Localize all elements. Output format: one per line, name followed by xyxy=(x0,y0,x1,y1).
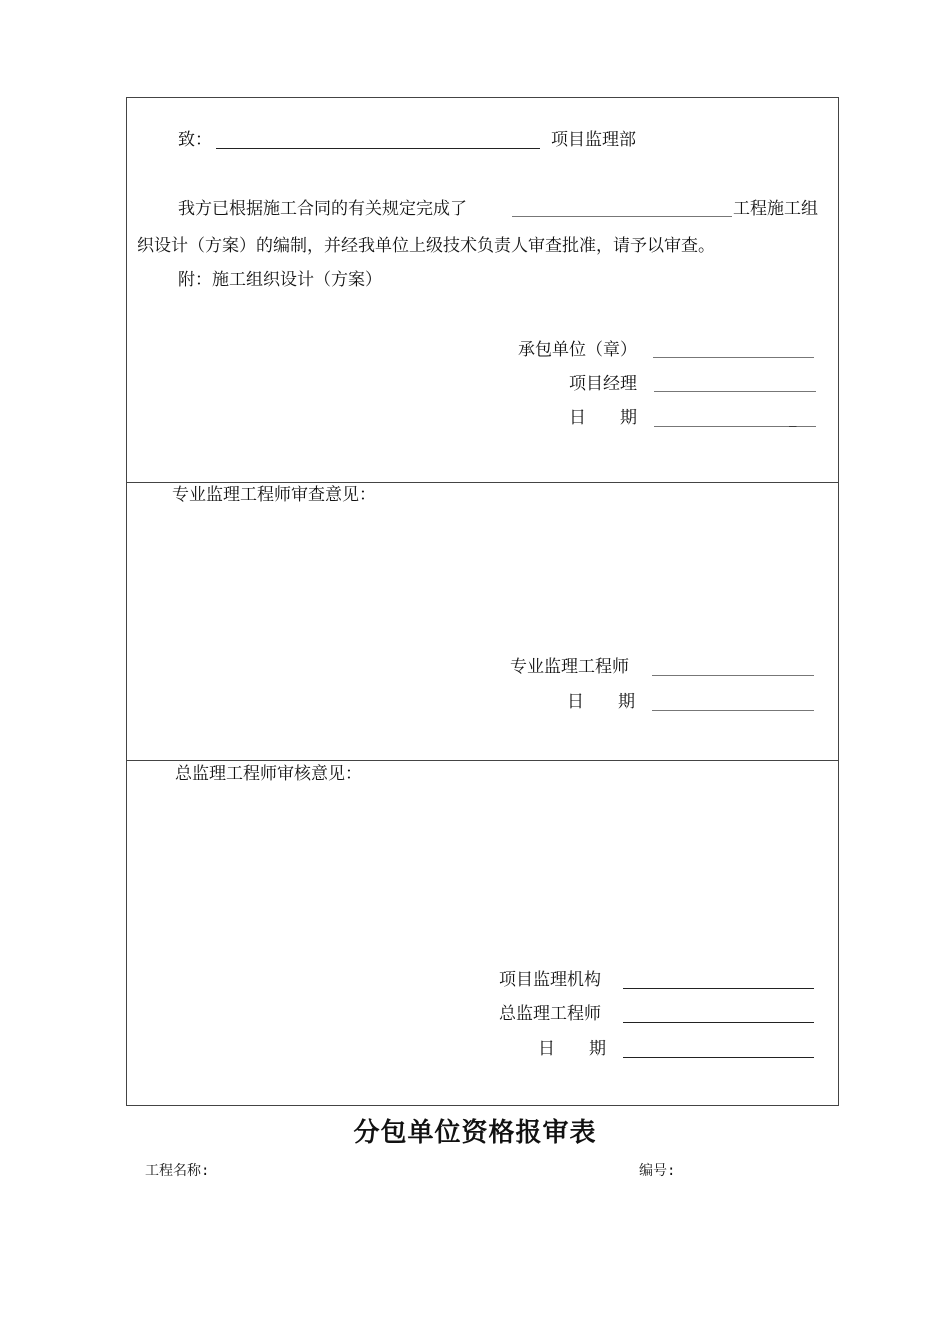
supervision-org-field[interactable] xyxy=(623,988,814,989)
contractor-label: 承包单位（章） xyxy=(518,340,637,360)
to-label: 致： xyxy=(178,130,212,150)
body-line1-suffix: 工程施工组 xyxy=(733,199,818,219)
project-manager-label: 项目经理 xyxy=(569,374,637,394)
date-field-mark: _ xyxy=(789,409,797,427)
chief-date-field[interactable] xyxy=(623,1057,814,1058)
section-divider xyxy=(127,760,838,761)
chief-review-heading: 总监理工程师审核意见： xyxy=(175,764,362,784)
chief-engineer-signature-field[interactable] xyxy=(623,1022,814,1023)
project-name-label: 工程名称: xyxy=(145,1163,210,1179)
form-title: 分包单位资格报审表 xyxy=(353,1118,597,1148)
section-divider xyxy=(127,482,838,483)
body-line1-prefix: 我方已根据施工合同的有关规定完成了 xyxy=(178,199,467,219)
to-recipient-field[interactable] xyxy=(216,148,540,149)
supervision-org-label: 项目监理机构 xyxy=(499,970,601,990)
specialist-engineer-label: 专业监理工程师 xyxy=(510,657,629,677)
date-label: 日 期 xyxy=(569,408,637,428)
specialist-date-field[interactable] xyxy=(652,710,814,711)
attachment-note: 附：施工组织设计（方案） xyxy=(178,270,382,290)
contractor-signature-field[interactable] xyxy=(653,357,814,358)
to-suffix: 项目监理部 xyxy=(551,130,636,150)
form-number-label: 编号: xyxy=(639,1163,676,1179)
specialist-engineer-signature-field[interactable] xyxy=(652,675,814,676)
chief-date-label: 日 期 xyxy=(538,1039,606,1059)
body-line2: 织设计（方案）的编制，并经我单位上级技术负责人审查批准，请予以审查。 xyxy=(137,236,715,256)
chief-engineer-label: 总监理工程师 xyxy=(499,1004,601,1024)
project-name-blank[interactable] xyxy=(512,216,732,217)
project-manager-signature-field[interactable] xyxy=(654,391,816,392)
specialist-review-heading: 专业监理工程师审查意见： xyxy=(172,485,376,505)
specialist-date-label: 日 期 xyxy=(567,692,635,712)
